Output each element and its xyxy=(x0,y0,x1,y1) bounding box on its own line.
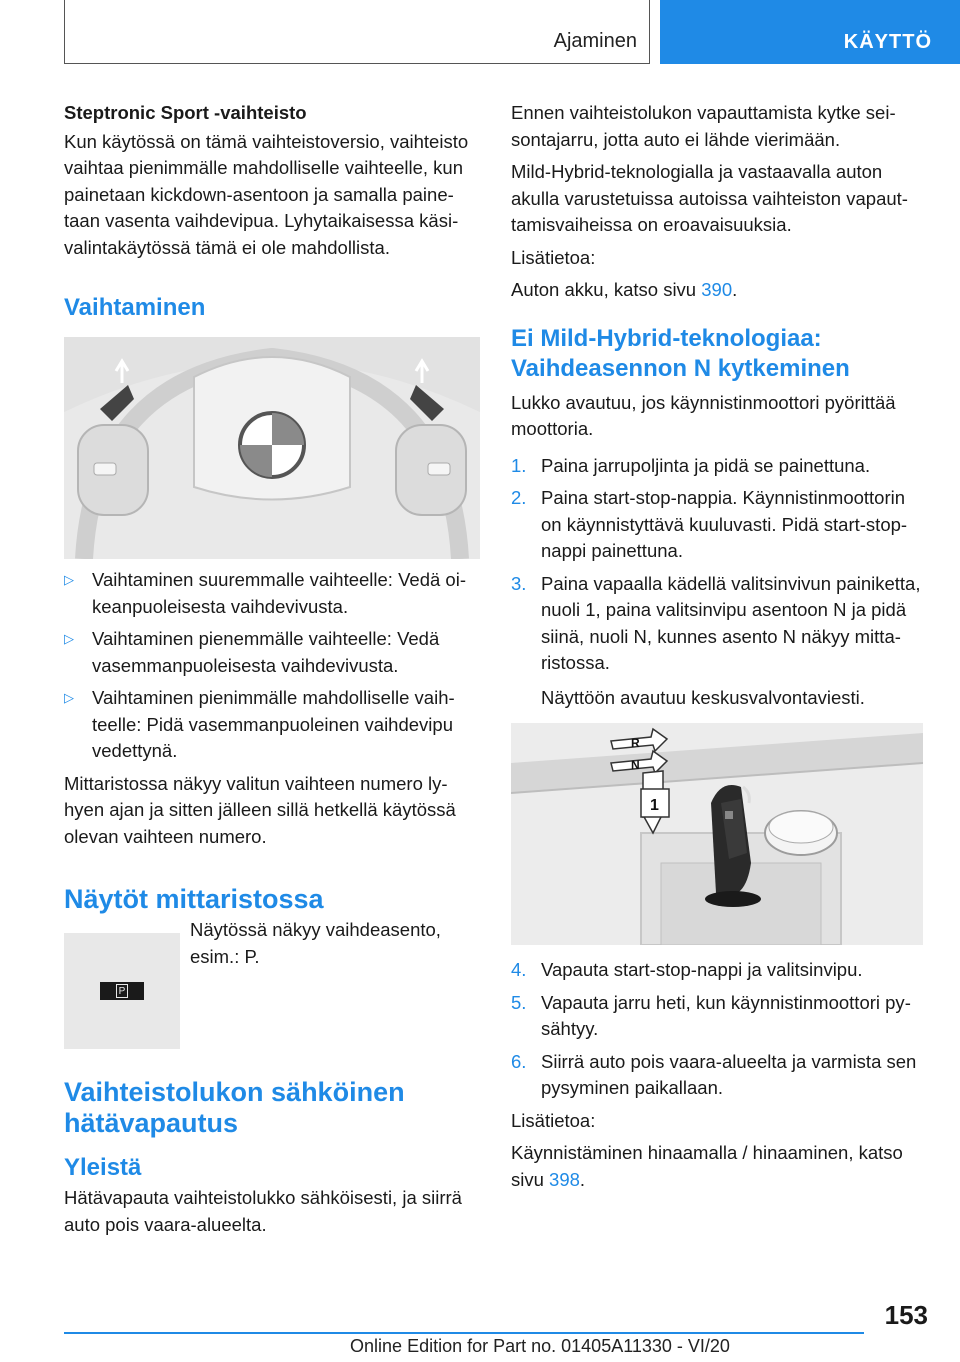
mild-hybrid-paragraph: Mild-Hybrid-teknologialla ja vastaavalla auton akulla varustetuissa autoissa vaihteiston vapauttamisvaiheissa on eroavaisuuksia. xyxy=(511,161,908,235)
steps-list-b xyxy=(511,957,929,1102)
triangle-bullet-icon: ▷ xyxy=(64,631,74,646)
page-link-390[interactable]: 390 xyxy=(701,279,733,300)
step-item: 3. Paina vapaalla kädellä valitsinvivun painiketta, nuoli 1, paina valitsinvipu asentoon N ja pidä siinä, nuoli N, kunnes asento N näkyy mittaristossa. xyxy=(511,572,921,673)
page-number: 153 xyxy=(884,1300,928,1330)
bullet-item: ▷ Vaihtaminen pienimmälle mahdolliselle vaihteelle: Pidä vasemmanpuoleinen vaihdevipu vedettynä. xyxy=(64,687,455,761)
naytot-block xyxy=(64,917,480,1041)
step-number: 4. xyxy=(511,959,527,980)
shifter-label-n: N xyxy=(631,758,640,772)
step-number: 6. xyxy=(511,1050,527,1072)
left-column xyxy=(64,100,480,1238)
triangle-bullet-icon: ▷ xyxy=(64,690,74,705)
naytot-paragraph: Näytössä näkyy vaihdeasento, esim.: P. xyxy=(190,919,441,967)
gear-shifter-image xyxy=(511,723,923,945)
gear-shifter-illustration xyxy=(511,723,923,945)
gear-display-illustration xyxy=(64,933,180,1049)
naytot-heading: Näytöt mittaristossa xyxy=(64,884,324,914)
step-item: 1. Paina jarrupoljinta ja pidä se painettuna. xyxy=(511,453,929,480)
bullet-item: ▷ Vaihtaminen pienemmälle vaihteelle: Vedä vasemmanpuoleisesta vaihdevivusta. xyxy=(64,628,440,676)
vaihtaminen-heading: Vaihtaminen xyxy=(64,294,206,321)
step-number: 5. xyxy=(511,991,527,1013)
header-section-box xyxy=(64,0,650,64)
header-chapter-title: KÄYTTÖ xyxy=(843,31,932,53)
step-number: 1. xyxy=(511,454,527,476)
step-number: 3. xyxy=(511,572,527,594)
header-section-title: Ajaminen xyxy=(553,30,637,52)
gear-display-icon: P xyxy=(100,982,144,1000)
steptronic-title: Steptronic Sport -vaihteisto xyxy=(64,102,307,123)
bullet-item: ▷ Vaihtaminen suuremmalle vaihteelle: Vedä oikeanpuoleisesta vaihdevivusta. xyxy=(64,569,466,617)
footer-divider xyxy=(64,1332,864,1334)
step-3-continuation: Näyttöön avautuu keskusvalvontaviesti. xyxy=(541,686,865,708)
lisatietoa-label-2: Lisätietoa: xyxy=(511,1109,596,1131)
triangle-bullet-icon: ▷ xyxy=(64,572,74,587)
hatavapautus-heading: Vaihteistolukon sähköinen hätävapautus xyxy=(64,1077,405,1138)
step-number: 2. xyxy=(511,487,527,508)
steptronic-paragraph: Kun käytössä on tämä vaihteistoversio, vaihteisto vaihtaa pienimmälle mahdolliselle vaihteelle, kun painetaan kickdown-asentoon ja samalla painetaan vasenta vaihdevipua. Lyhytaikaisessa käsivalintakäytössä tämä ei ole mahdollista. xyxy=(64,130,469,258)
page-link-398[interactable]: 398 xyxy=(549,1168,580,1190)
shifter-label-1: 1 xyxy=(650,797,659,814)
steering-wheel-image xyxy=(64,337,480,559)
intro-paragraph: Ennen vaihteistolukon vapauttamista kytke seisontajarru, jotta auto ei lähde vierimään. xyxy=(511,102,896,150)
yleista-paragraph: Hätävapauta vaihteistolukko sähköisesti, ja siirrä auto pois vaara-alueelta. xyxy=(64,1187,462,1235)
steering-wheel-illustration xyxy=(64,337,480,559)
shift-bullet-list xyxy=(64,567,480,765)
steps-list-a xyxy=(511,453,929,712)
shifter-label-r: R xyxy=(631,736,640,750)
lisatietoa-label: Lisätietoa: xyxy=(511,246,596,268)
step-item: 4. Vapauta start-stop-nappi ja valitsinvipu. xyxy=(511,957,929,984)
step-item: 6. Siirrä auto pois vaara-alueelta ja varmista sen pysyminen paikallaan. xyxy=(511,1050,917,1098)
header-chapter-box xyxy=(660,0,960,64)
lukko-paragraph: Lukko avautuu, jos käynnistinmoottori pyörittää moottoria. xyxy=(511,391,896,439)
ei-mild-heading: Ei Mild-Hybrid-teknologiaa: Vaihdeasennon N kytkeminen xyxy=(511,324,850,382)
step-item: 5. Vapauta jarru heti, kun käynnistinmoottori pysähtyy. xyxy=(511,991,911,1039)
right-column xyxy=(511,100,929,1193)
akku-reference: Auton akku, katso sivu 390. xyxy=(511,279,738,300)
step-item: 2. Paina start-stop-nappia. Käynnistinmoottorin on käynnistyttävä kuuluvasti. Pidä start-stop-nappi painettuna. xyxy=(511,487,908,561)
footer-edition: Online Edition for Part no. 01405A11330 - VI/20 xyxy=(350,1336,730,1356)
yleista-heading: Yleistä xyxy=(64,1154,142,1181)
hinaus-reference: Käynnistäminen hinaamalla / hinaaminen, katso sivu 398. xyxy=(511,1142,903,1190)
mittaristo-paragraph: Mittaristossa näkyy valitun vaihteen numero lyhyen ajan ja sitten jälleen sillä hetkellä käytössä olevan vaihteen numero. xyxy=(64,772,456,847)
